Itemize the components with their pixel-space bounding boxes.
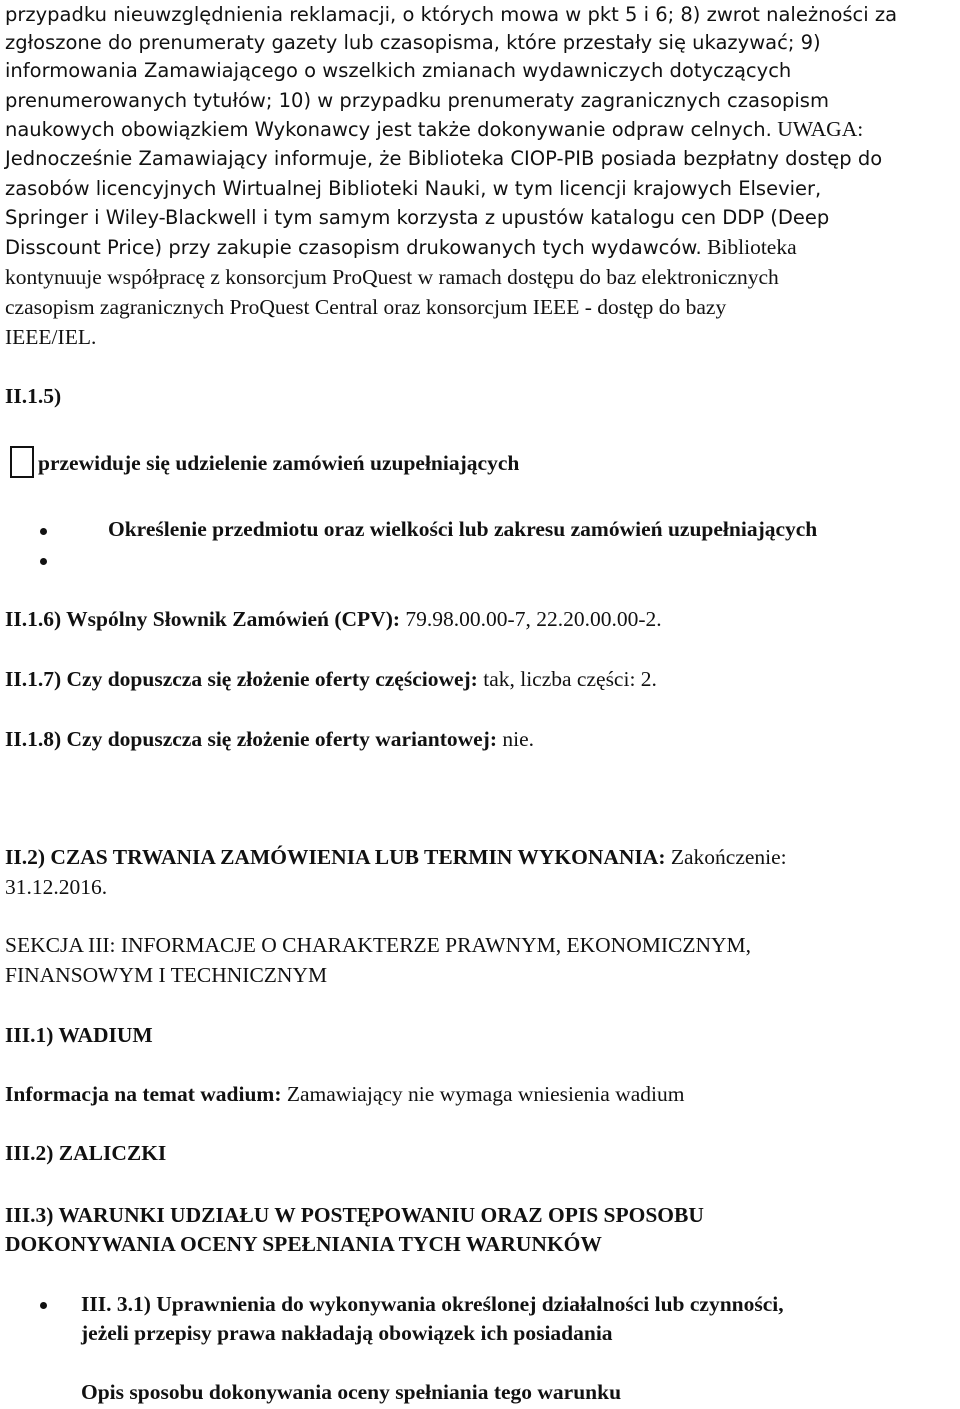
- paragraph-line: zgłoszone do prenumeraty gazety lub czasopisma, które przestały się ukazywać; 9): [5, 31, 821, 54]
- bullet-icon: [40, 1302, 47, 1309]
- partial-offer-value: tak, liczba części: 2.: [477, 667, 657, 691]
- paragraph-line: kontynuuje współpracę z konsorcjum ProQuest w ramach dostępu do baz elektronicznych: [5, 265, 779, 289]
- wadium-info-line: [5, 1079, 684, 1109]
- section-heading: III.3) WARUNKI UDZIAŁU W POSTĘPOWANIU ORAZ OPIS SPOSOBU: [5, 1203, 704, 1227]
- paragraph-text-serif: UWAGA:: [771, 117, 864, 141]
- checkbox-label: przewiduje się udzielenie zamówień uzupełniających: [38, 451, 520, 475]
- paragraph-line: zasobów licencyjnych Wirtualnej Biblioteki Nauki, w tym licencji krajowych Elsevier,: [5, 177, 822, 200]
- section-heading: III.1) WADIUM: [5, 1023, 153, 1047]
- bullet-icon: [40, 558, 47, 565]
- paragraph-line: IEEE/IEL.: [5, 325, 97, 349]
- section-heading: DOKONYWANIA OCENY SPEŁNIANIA TYCH WARUNKÓW: [5, 1232, 602, 1256]
- bullet-icon: [40, 528, 47, 535]
- variant-offer-value: nie.: [497, 727, 535, 751]
- list-item: III. 3.1) Uprawnienia do wykonywania określonej działalności lub czynności,: [81, 1292, 784, 1316]
- list-item: Określenie przedmiotu oraz wielkości lub zakresu zamówień uzupełniających: [108, 517, 818, 541]
- paragraph-line: [5, 232, 797, 263]
- section-heading: III.2) ZALICZKI: [5, 1141, 167, 1165]
- checkbox[interactable]: [10, 446, 34, 478]
- list-item: jeżeli przepisy prawa nakładają obowiązek ich posiadania: [81, 1321, 613, 1345]
- paragraph-text-serif: Biblioteka: [701, 235, 797, 259]
- paragraph-text: naukowych obowiązkiem Wykonawcy jest także dokonywanie odpraw celnych.: [5, 118, 772, 141]
- duration-line: [5, 842, 787, 872]
- section-title: FINANSOWYM I TECHNICZNYM: [5, 963, 328, 987]
- paragraph-line: Jednocześnie Zamawiający informuje, że Biblioteka CIOP-PIB posiada bezpłatny dostęp do: [5, 147, 883, 170]
- paragraph-line: przypadku nieuwzględnienia reklamacji, o których mowa w pkt 5 i 6; 8) zwrot należności za: [5, 3, 898, 26]
- variant-offer-label: II.1.8) Czy dopuszcza się złożenie oferty wariantowej:: [5, 727, 497, 751]
- section-title: SEKCJA III: INFORMACJE O CHARAKTERZE PRAWNYM, EKONOMICZNYM,: [5, 933, 752, 957]
- section-heading: II.1.5): [5, 384, 62, 408]
- duration-date: 31.12.2016.: [5, 875, 108, 899]
- partial-offer-line: [5, 664, 657, 694]
- duration-label: II.2) CZAS TRWANIA ZAMÓWIENIA LUB TERMIN WYKONANIA:: [5, 845, 666, 869]
- paragraph-line: Springer i Wiley-Blackwell i tym samym korzysta z upustów katalogu cen DDP (Deep: [5, 206, 830, 229]
- paragraph-line: prenumerowanych tytułów; 10) w przypadku prenumeraty zagranicznych czasopism: [5, 89, 829, 112]
- paragraph-line: [5, 114, 863, 145]
- cpv-value: 79.98.00.00-7, 22.20.00.00-2.: [400, 607, 662, 631]
- paragraph-text: Disscount Price) przy zakupie czasopism drukowanych tych wydawców.: [5, 236, 702, 259]
- paragraph-line: czasopism zagranicznych ProQuest Central oraz konsorcjum IEEE - dostęp do bazy: [5, 295, 727, 319]
- cpv-line: [5, 604, 662, 634]
- wadium-info-label: Informacja na temat wadium:: [5, 1082, 282, 1106]
- duration-value: Zakończenie:: [665, 845, 787, 869]
- partial-offer-label: II.1.7) Czy dopuszcza się złożenie oferty częściowej:: [5, 667, 478, 691]
- list-item-description: Opis sposobu dokonywania oceny spełniania tego warunku: [81, 1380, 622, 1404]
- paragraph-line: informowania Zamawiającego o wszelkich zmianach wydawniczych dotyczących: [5, 59, 792, 82]
- variant-offer-line: [5, 724, 534, 754]
- cpv-label: II.1.6) Wspólny Słownik Zamówień (CPV):: [5, 607, 401, 631]
- wadium-info-value: Zamawiający nie wymaga wniesienia wadium: [281, 1082, 685, 1106]
